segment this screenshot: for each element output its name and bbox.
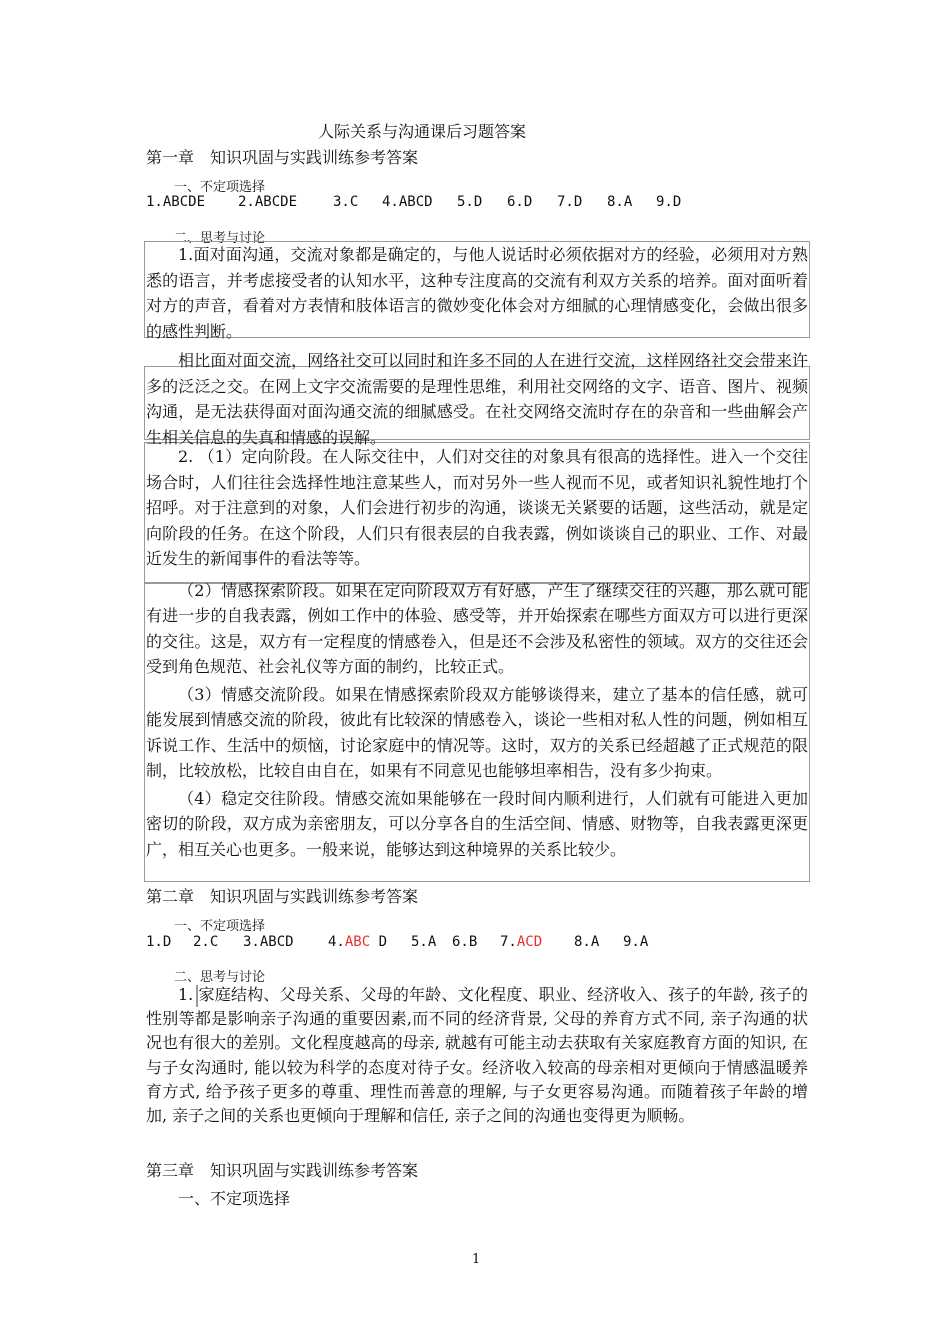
- answer-item: 3.ABCD: [243, 934, 294, 950]
- answer-item: [500, 934, 542, 950]
- answer-highlight: ACD: [516, 934, 543, 950]
- answer-item: 8.A: [607, 194, 633, 210]
- answer-item: 5.A: [411, 934, 437, 950]
- chapter1-discussion-q1: [146, 242, 808, 450]
- paragraph: 2. （1）定向阶段。在人际交往中，人们对交往的对象具有很高的选择性。进入一个交往场合时，人们往往会选择性地注意某些人，而对另外一些人视而不见，或者知识礼貌性地打个招呼。对于注意到的对象，人们会进行初步的沟通，谈谈无关紧要的话题，这些活动，就是定向阶段的任务。在这个阶段，人们只有很表层的自我表露，例如谈谈自己的职业、工作、对最近发生的新闻事件的看法等等。: [146, 447, 808, 568]
- answer-item: 1.ABCDE: [146, 194, 206, 210]
- paragraph: 1.面对面沟通，交流对象都是确定的，与他人说话时必须依据对方的经验，必须用对方熟悉的语言，并考虑接受者的认知水平，这种专注度高的交流有利双方关系的培养。面对面听着对方的声音，看着对方表情和肢体语言的微妙变化体会对方细腻的心理情感变化，会做出很多的感性判断。: [146, 245, 808, 341]
- chapter1-section-discussion: 二、思考与讨论: [174, 231, 266, 246]
- answer-item: 1.D: [146, 934, 172, 950]
- chapter2-section-discussion: 二、思考与讨论: [174, 970, 266, 985]
- answer-item: 2.C: [193, 934, 219, 950]
- answer-prefix: 7.: [500, 934, 517, 950]
- answer-item: 8.A: [574, 934, 600, 950]
- chapter2-answer-row: [0, 934, 950, 954]
- answer-item: 6.B: [452, 934, 478, 950]
- answer-highlight: ABC: [344, 934, 371, 950]
- answer-item: 9.A: [623, 934, 649, 950]
- chapter1-discussion-q2: [146, 444, 808, 862]
- answer-item: 5.D: [457, 194, 483, 210]
- chapter1-section-multiple-choice: 一、不定项选择: [174, 180, 266, 195]
- answer-item: 2.ABCDE: [238, 194, 298, 210]
- answer-prefix: 4.: [328, 934, 345, 950]
- chapter1-heading: 第一章 知识巩固与实践训练参考答案: [146, 148, 419, 167]
- chapter1-answer-row: [0, 194, 950, 214]
- answer-item: 4.ABCD: [382, 194, 433, 210]
- page-number: 1: [472, 1252, 481, 1267]
- chapter2-section-multiple-choice: 一、不定项选择: [174, 919, 266, 934]
- answer-item: 7.D: [557, 194, 583, 210]
- chapter3-section-multiple-choice: 一、不定项选择: [178, 1189, 291, 1208]
- chapter3-heading: 第三章 知识巩固与实践训练参考答案: [146, 1161, 419, 1180]
- chapter2-heading: 第二章 知识巩固与实践训练参考答案: [146, 887, 419, 906]
- answer-item: 9.D: [656, 194, 682, 210]
- answer-item: 3.C: [333, 194, 359, 210]
- paragraph: （3）情感交流阶段。如果在情感探索阶段双方能够谈得来，建立了基本的信任感，就可能发展到情感交流的阶段，彼此有比较深的情感卷入，谈论一些相对私人性的问题，例如相互诉说工作、生活中的烦恼，讨论家庭中的情况等。这时，双方的关系已经超越了正式规范的限制，比较放松，比较自由自在，如果有不同意见也能够坦率相告，没有多少拘束。: [146, 684, 808, 780]
- paragraph: 相比面对面交流，网络社交可以同时和许多不同的人在进行交流，这样网络社交会带来许多的泛泛之交。在网上文字交流需要的是理性思维，利用社交网络的文字、语音、图片、视频沟通，是无法获得面对面沟通交流的细腻感受。在社交网络交流时存在的杂音和一些曲解会产生相关信息的失真和情感的误解。: [146, 351, 808, 447]
- paragraph: （2）情感探索阶段。如果在定向阶段双方有好感，产生了继续交往的兴趣，那么就可能有进一步的自我表露，例如工作中的体验、感受等，并开始探索在哪些方面双方可以进行更深的交往。这是，双方有一定程度的情感卷入，但是还不会涉及私密性的领域。双方的交往还会受到角色规范、社会礼仪等方面的制约，比较正式。: [146, 580, 808, 676]
- answer-item: [328, 934, 387, 950]
- paragraph: （4）稳定交往阶段。情感交流如果能够在一段时间内顺利进行，人们就有可能进入更加密切的阶段，双方成为亲密朋友，可以分享各自的生活空间、情感、财物等，自我表露更深更广，相互关心也更多。一般来说，能够达到这种境界的关系比较少。: [146, 788, 808, 859]
- document-title: 人际关系与沟通课后习题答案: [318, 122, 527, 141]
- answer-suffix: D: [378, 934, 388, 950]
- chapter2-discussion-q1: [146, 983, 808, 1128]
- answer-item: 6.D: [507, 194, 533, 210]
- paragraph: 1. 家庭结构、父母关系、父母的年龄、文化程度、职业、经济收入、孩子的年龄, 孩子的性别等都是影响亲子沟通的重要因素,而不同的经济背景, 父母的养育方式不同, 亲子沟通的状况也有很大的差别。文化程度越高的母亲, 就越有可能主动去获取有关家庭教育方面的知识, 在与子女沟通时, 能以较为科学的态度对待子女。经济收入较高的母亲相对更倾向于情感温暖养育方式, 给予孩子更多的尊重、理性而善意的理解, 与子女更容易沟通。而随着孩子年龄的增加, 亲子之间的关系也更倾向于理解和信任, 亲子之间的沟通也变得更为顺畅。: [146, 985, 808, 1126]
- answer-suffix: [370, 934, 378, 950]
